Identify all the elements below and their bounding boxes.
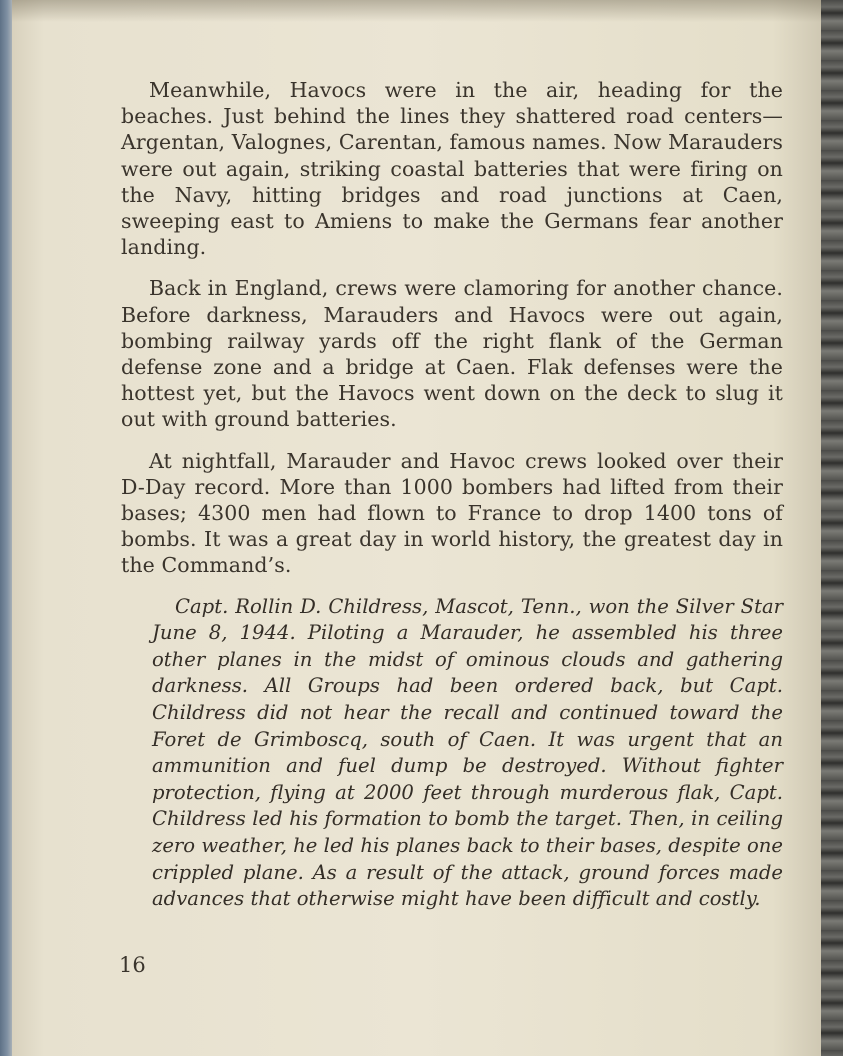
paragraph-1: Meanwhile, Havocs were in the air, heading for the beaches. Just behind the lines they shattered road centers—Argentan, Valognes, Carentan, famous names. Now Marauders were out again, striking coastal batteries that were firing on the Navy, hitting bridges and road junctions at Caen, sweeping east to Amiens to make the Germans fear another landing. xyxy=(121,78,783,260)
paragraph-2: Back in England, crews were clamoring for another chance. Before darkness, Marauders and Havocs were out again, bombing railway yards off the right flank of the German defense zone and a bridge at Caen. Flak defenses were the hottest yet, but the Havocs went down on the deck to slug it out with ground batteries. xyxy=(121,276,783,432)
book-binding xyxy=(0,0,12,1056)
page-top-shadow xyxy=(12,0,821,22)
citation-paragraph: Capt. Rollin D. Childress, Mascot, Tenn., won the Silver Star June 8, 1944. Piloting a Marauder, he assembled his three other planes in the midst of ominous clouds and gathering darkness. All Groups had been ordered back, but Capt. Childress did not hear the recall and continued toward the Foret de Grimboscq, south of Caen. It was urgent that an ammunition and fuel dump be destroyed. Without fighter protection, flying at 2000 feet through murderous flak, Capt. Childress led his formation to bomb the target. Then, in ceiling zero weather, he led his planes back to their bases, despite one crippled plane. As a result of the attack, ground forces made advances that otherwise might have been difficult and costly. xyxy=(152,594,783,911)
paragraph-3: At nightfall, Marauder and Havoc crews looked over their D-Day record. More than 1000 bombers had lifted from their bases; 4300 men had flown to France to drop 1400 tons of bombs. It was a great day in world history, the greatest day in the Command’s. xyxy=(121,448,783,578)
adjacent-page-edge xyxy=(821,0,843,1056)
body-text xyxy=(121,77,783,913)
page-number: 16 xyxy=(119,953,146,977)
